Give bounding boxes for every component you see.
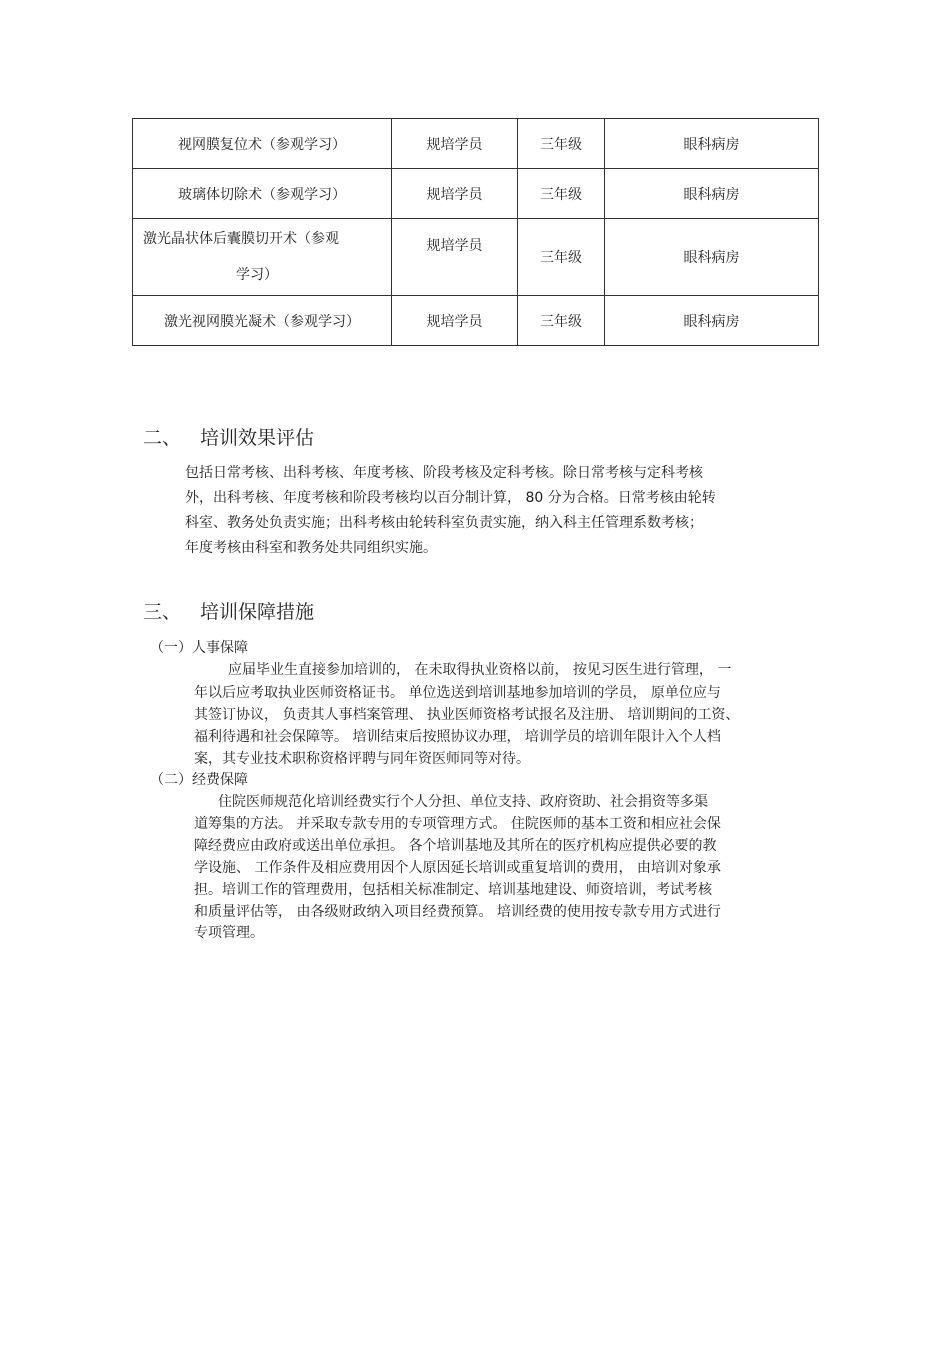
department-cell: 眼科病房 (605, 119, 819, 169)
paragraph-line: 包括日常考核、出科考核、年度考核、阶段考核及定科考核。除日常考核与定科考核 (185, 465, 703, 481)
trainee-text: 规培学员 (426, 238, 483, 254)
trainee-cell: 规培学员 (392, 296, 518, 346)
procedure-name-cell: 视网膜复位术（参观学习） (133, 119, 392, 169)
section-number: 三、 (143, 601, 182, 623)
trainee-cell: 规培学员 (392, 119, 518, 169)
table-row (133, 119, 819, 169)
paragraph-line: 障经费应由政府或送出单位承担。 各个培训基地及其所在的医疗机构应提供必要的教 (194, 838, 717, 854)
paragraph-line: 其签订协议， 负责其人事档案管理、 执业医师资格考试报名及注册、 培训期间的工资、 (194, 707, 740, 723)
paragraph-line: 专项管理。 (194, 925, 264, 941)
department-cell: 眼科病房 (605, 169, 819, 219)
grade-cell: 三年级 (518, 296, 605, 346)
paragraph-line: 应届毕业生直接参加培训的， 在未取得执业资格以前， 按见习医生进行管理， 一 (228, 662, 732, 678)
procedure-name-cell: 玻璃体切除术（参观学习） (133, 169, 392, 219)
section-title: 培训保障措施 (200, 601, 315, 623)
paragraph-line: 案，其专业技术职称资格评聘与同年资医师同等对待。 (194, 751, 530, 767)
table-row (133, 296, 819, 346)
procedure-name-cell: 激光视网膜光凝术（参观学习） (133, 296, 392, 346)
paragraph-line: 担。培训工作的管理费用，包括相关标准制定、培训基地建设、师资培训，考试考核 (194, 882, 712, 898)
department-cell: 眼科病房 (605, 219, 819, 296)
paragraph-line: 外，出科考核、年度考核和阶段考核均以百分制计算， 80 分为合格。日常考核由轮转 (185, 490, 716, 506)
subsection-label: （一）人事保障 (150, 640, 248, 656)
grade-cell: 三年级 (518, 219, 605, 296)
training-table (132, 118, 819, 346)
paragraph-line: 年度考核由科室和教务处共同组织实施。 (185, 540, 437, 556)
paragraph-line: 学设施、 工作条件及相应费用因个人原因延长培训或重复培训的费用， 由培训对象承 (194, 860, 721, 876)
procedure-name-cell (133, 219, 392, 296)
grade-cell: 三年级 (518, 119, 605, 169)
subsection-label: （二）经费保障 (150, 772, 248, 788)
paragraph-line: 福利待遇和社会保障等。 培训结束后按照协议办理， 培训学员的培训年限计入个人档 (194, 729, 721, 745)
paragraph-line: 道筹集的方法。 并采取专款专用的专项管理方式。 住院医师的基本工资和相应社会保 (194, 816, 721, 832)
grade-cell: 三年级 (518, 169, 605, 219)
department-cell: 眼科病房 (605, 296, 819, 346)
trainee-cell (392, 219, 518, 296)
section-title: 培训效果评估 (200, 427, 315, 449)
procedure-name-line2: 学习） (236, 267, 278, 283)
table-row (133, 219, 819, 296)
paragraph-line: 科室、教务处负责实施；出科考核由轮转科室负责实施，纳入科主任管理系数考核； (185, 515, 703, 531)
paragraph-line: 住院医师规范化培训经费实行个人分担、单位支持、政府资助、社会捐资等多渠 (218, 794, 708, 810)
paragraph-line: 和质量评估等， 由各级财政纳入项目经费预算。 培训经费的使用按专款专用方式进行 (194, 904, 721, 920)
section-number: 二、 (143, 427, 182, 449)
paragraph-line: 年以后应考取执业医师资格证书。 单位选送到培训基地参加培训的学员， 原单位应与 (194, 685, 721, 701)
table-row (133, 169, 819, 219)
trainee-cell: 规培学员 (392, 169, 518, 219)
procedure-name-line1: 激光晶状体后囊膜切开术（参观 (143, 231, 339, 247)
